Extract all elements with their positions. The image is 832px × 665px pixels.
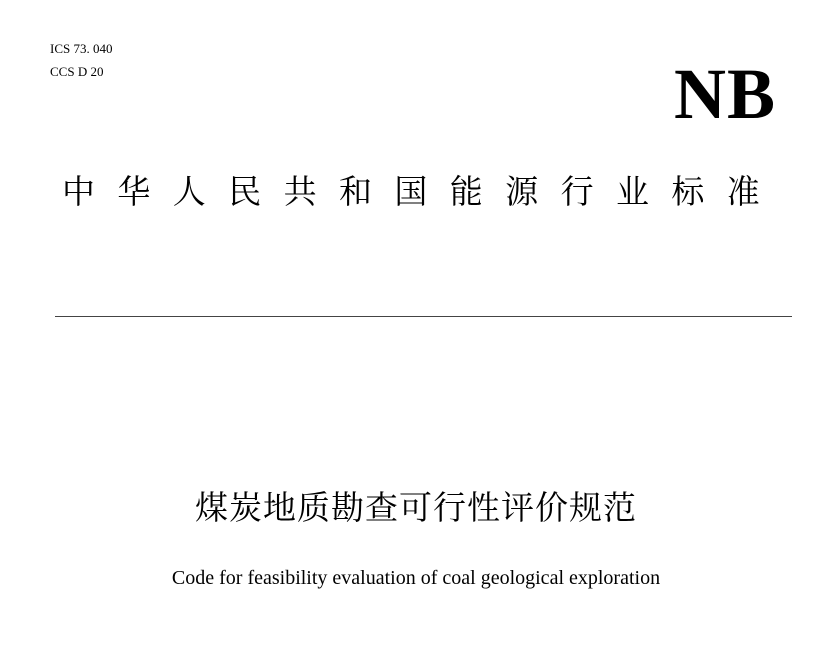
classification-codes <box>50 37 112 83</box>
standard-logo: NB <box>673 54 776 134</box>
standard-type-heading: 中华人民共和国能源行业标准 <box>62 172 783 211</box>
header-divider <box>55 316 792 317</box>
document-subtitle: Code for feasibility evaluation of coal geological exploration <box>171 567 661 589</box>
document-title: 煤炭地质勘查可行性评价规范 <box>195 488 637 527</box>
ics-code: ICS 73. 040 <box>50 41 113 56</box>
ccs-code: CCS D 20 <box>50 64 104 79</box>
